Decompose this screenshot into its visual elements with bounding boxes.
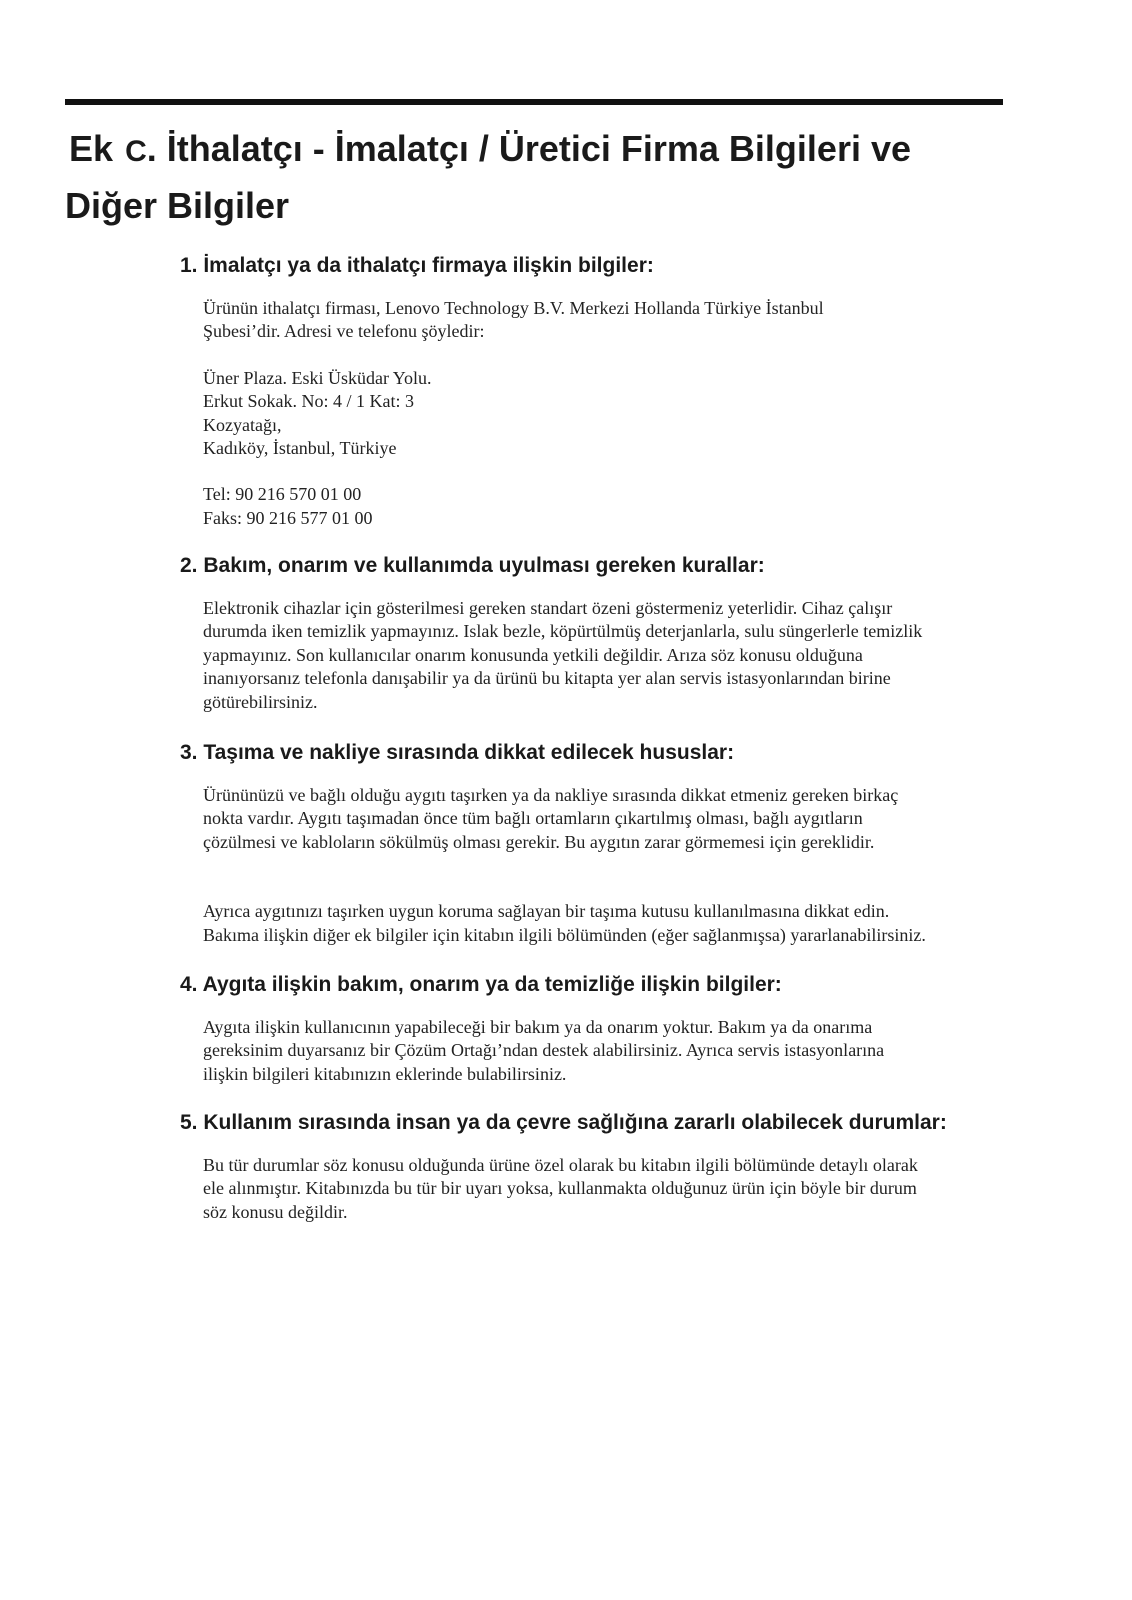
section-heading: 2. Bakım, onarım ve kullanımda uyulması gereken kurallar: bbox=[180, 554, 765, 577]
address-line: Üner Plaza. Eski Üsküdar Yolu. bbox=[203, 367, 432, 388]
chapter-prefix: Ek bbox=[69, 128, 114, 169]
text-line: Aygıta ilişkin kullanıcının yapabileceği bir bakım ya da onarım yoktur. Bakım ya da onarıma bbox=[203, 1017, 873, 1037]
section-4 bbox=[180, 972, 1040, 1086]
section-body bbox=[203, 784, 1033, 947]
section-body bbox=[203, 297, 1033, 530]
chapter-title bbox=[65, 122, 1065, 233]
section-heading: 1. İmalatçı ya da ithalatçı firmaya ilişkin bilgiler: bbox=[180, 254, 654, 277]
paragraph bbox=[203, 784, 1033, 854]
chapter-title-line1: . İthalatçı - İmalatçı / Üretici Firma Bilgileri ve bbox=[146, 128, 911, 169]
intro-paragraph bbox=[203, 297, 1033, 344]
text-line: çözülmesi ve kabloların sökülmüş olması gerekir. Bu aygıtın zarar görmemesi için gereklidir. bbox=[203, 831, 875, 852]
text-line: Şubesi’dir. Adresi ve telefonu şöyledir: bbox=[203, 321, 485, 342]
paragraph bbox=[203, 597, 1033, 714]
text-line: ele alınmıştır. Kitabınızda bu tür bir uyarı yoksa, kullanmakta olduğunuz ürün için böyle bir durum bbox=[203, 1178, 917, 1199]
text-line: yapmayınız. Son kullanıcılar onarım konusunda yetkili değildir. Arıza söz konusu olduğuna bbox=[203, 644, 863, 665]
section-heading: 3. Taşıma ve nakliye sırasında dikkat edilecek hususlar: bbox=[180, 741, 735, 764]
section-body bbox=[203, 597, 1033, 714]
chapter-title-line2: Diğer Bilgiler bbox=[65, 185, 290, 226]
text-line: Bu tür durumlar söz konusu olduğunda ürüne özel olarak bu kitabın ilgili bölümünde detaylı olarak bbox=[203, 1155, 918, 1175]
text-line: söz konusu değildir. bbox=[203, 1201, 348, 1222]
text-line: götürebilirsiniz. bbox=[203, 691, 318, 712]
text-line: durumda iken temizlik yapmayınız. Islak bezle, köpürtülmüş deterjanlarla, sulu süngerlerle temizlik bbox=[203, 621, 923, 642]
fax-line: Faks: 90 216 577 01 00 bbox=[203, 507, 373, 528]
text-line: Ürünün ithalatçı firması, Lenovo Technology B.V. Merkezi Hollanda Türkiye İstanbul bbox=[203, 298, 824, 318]
text-line: Ayrıca aygıtınızı taşırken uygun koruma sağlayan bir taşıma kutusu kullanılmasına dikkat edin. bbox=[203, 901, 890, 922]
chapter-letter: C bbox=[125, 135, 147, 168]
text-line: Bakıma ilişkin diğer ek bilgiler için kitabın ilgili bölümünden (eğer sağlanmışsa) yararlanabilirsiniz. bbox=[203, 924, 926, 945]
phone-line: Tel: 90 216 570 01 00 bbox=[203, 484, 362, 505]
section-1 bbox=[180, 253, 1040, 530]
section-heading: 5. Kullanım sırasında insan ya da çevre sağlığına zararlı olabilecek durumlar: bbox=[180, 1111, 947, 1134]
section-body bbox=[203, 1016, 1033, 1086]
contact-block bbox=[203, 483, 1033, 530]
text-line: nokta vardır. Aygıtı taşımadan önce tüm bağlı ortamların çıkartılmış olması, bağlı aygıtların bbox=[203, 808, 863, 829]
section-5 bbox=[180, 1110, 1040, 1224]
section-3 bbox=[180, 740, 1040, 947]
top-rule bbox=[65, 99, 1003, 105]
paragraph bbox=[203, 1154, 1033, 1224]
address-line: Erkut Sokak. No: 4 / 1 Kat: 3 bbox=[203, 391, 414, 412]
text-line: ilişkin bilgileri kitabınızın eklerinde bulabilirsiniz. bbox=[203, 1063, 567, 1084]
section-heading: 4. Aygıta ilişkin bakım, onarım ya da temizliğe ilişkin bilgiler: bbox=[180, 973, 782, 996]
address-line: Kadıköy, İstanbul, Türkiye bbox=[203, 438, 397, 459]
text-line: gereksinim duyarsanız bir Çözüm Ortağı’ndan destek alabilirsiniz. Ayrıca servis istasyonlarına bbox=[203, 1040, 885, 1061]
text-line: Elektronik cihazlar için gösterilmesi gereken standart özeni göstermeniz yeterlidir. Cihaz çalışır bbox=[203, 598, 893, 618]
paragraph bbox=[203, 1016, 1033, 1086]
paragraph bbox=[203, 900, 1033, 947]
text-line: Ürününüzü ve bağlı olduğu aygıtı taşırken ya da nakliye sırasında dikkat etmeniz gereken birkaç bbox=[203, 785, 899, 805]
address-block bbox=[203, 367, 1033, 461]
address-line: Kozyatağı, bbox=[203, 414, 282, 435]
section-body bbox=[203, 1154, 1033, 1224]
section-2 bbox=[180, 553, 1040, 714]
text-line: inanıyorsanız telefonla danışabilir ya da ürünü bu kitapta yer alan servis istasyonlarından birine bbox=[203, 668, 891, 689]
